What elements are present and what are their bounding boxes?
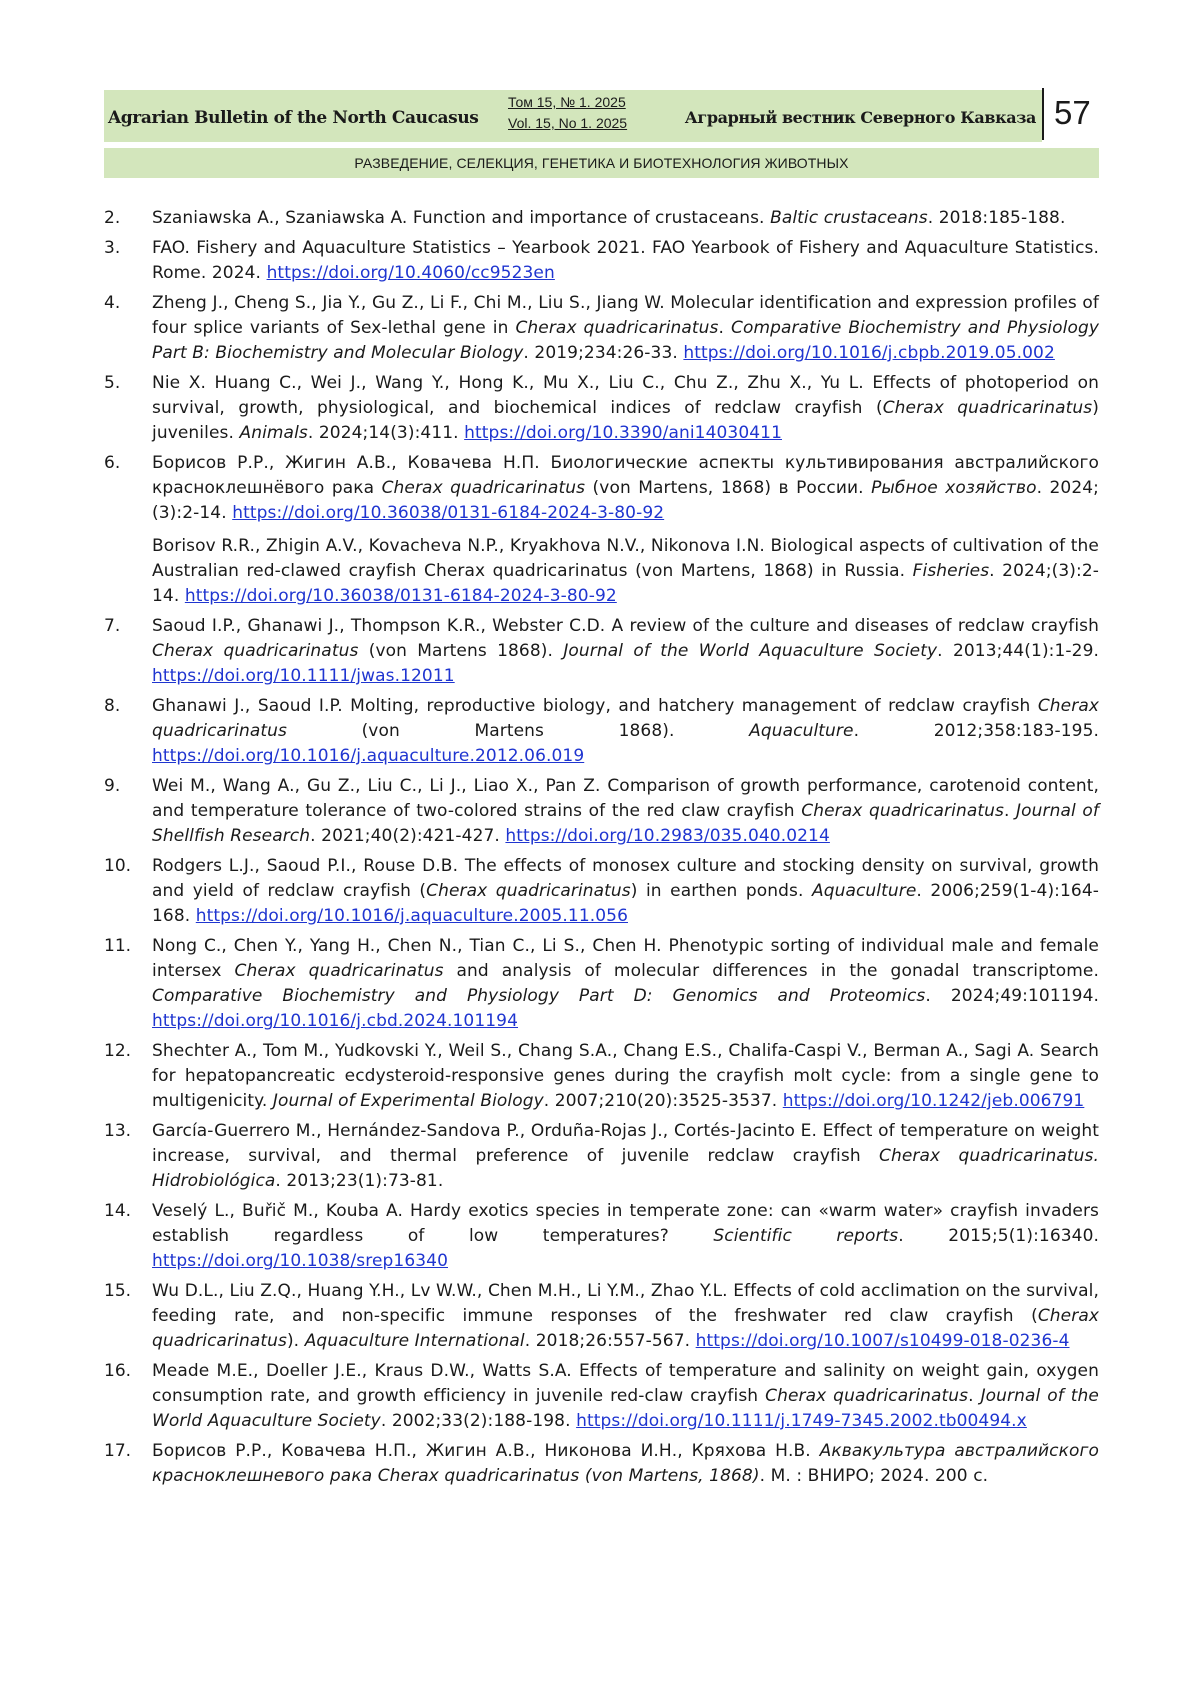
doi-link[interactable]: https://doi.org/10.1016/j.cbd.2024.101194: [152, 1011, 519, 1031]
reference-text: [152, 206, 1099, 231]
reference-segment: García-Guerrero M., Hernández-Sandova P., Orduña-Rojas J., Cortés-Jacinto E. Effect of temperature on weight increase, survival, and thermal preference of juvenile redclaw crayfish: [152, 1121, 1099, 1166]
reference-segment: ) in earthen ponds.: [630, 881, 812, 901]
reference-item: [104, 1119, 1099, 1194]
reference-paragraph: [152, 614, 1099, 689]
reference-segment: . 2024;49:101194.: [925, 986, 1099, 1006]
reference-number: 8.: [104, 696, 121, 716]
reference-segment: . М. : ВНИРО; 2024. 200 с.: [759, 1466, 989, 1486]
reference-segment: .: [1003, 801, 1017, 821]
italic-text: Animals: [239, 423, 308, 443]
reference-paragraph: [152, 1359, 1099, 1434]
doi-link[interactable]: https://doi.org/10.1242/jeb.006791: [782, 1091, 1085, 1111]
reference-text: [152, 1199, 1099, 1274]
reference-text: [152, 694, 1099, 769]
reference-segment: . 2006;259(1-4):164-168.: [152, 881, 1099, 926]
reference-number: 12.: [104, 1041, 132, 1061]
reference-paragraph: [152, 694, 1099, 769]
reference-segment: . 2019;234:26-33.: [523, 343, 684, 363]
reference-paragraph: [152, 1439, 1099, 1489]
reference-segment: . 2024;(3):2-14.: [152, 561, 1100, 606]
reference-segment: . 2018:185-188.: [927, 208, 1066, 228]
italic-text: Journal of the World Aquaculture Society: [152, 1386, 1099, 1431]
page-number: 57: [1054, 94, 1091, 131]
reference-number: 14.: [104, 1201, 132, 1221]
doi-link[interactable]: https://doi.org/10.1016/j.aquaculture.2012.06.019: [152, 746, 585, 766]
reference-item: [104, 614, 1099, 689]
italic-text: Journal of Shellfish Research: [152, 801, 1100, 846]
reference-item: [104, 1359, 1099, 1434]
reference-segment: (von Martens 1868).: [358, 641, 564, 661]
italic-text: Aquaculture International: [304, 1331, 525, 1351]
reference-text: [152, 854, 1099, 929]
reference-segment: Veselý L., Buřič M., Kouba A. Hardy exotics species in temperate zone: can «warm water» crayfish invaders establish regardless of low temperatures?: [152, 1201, 1099, 1246]
reference-segment: Rodgers L.J., Saoud P.I., Rouse D.B. The effects of monosex culture and stocking density on survival, growth and yield of redclaw crayfish (: [152, 856, 1099, 901]
reference-paragraph: [152, 1119, 1099, 1194]
reference-segment: .: [718, 318, 731, 338]
italic-text: Aquaculture: [811, 881, 917, 901]
italic-text: Cherax quadricarinatus: [426, 881, 631, 901]
reference-item: [104, 236, 1099, 286]
reference-text: [152, 291, 1099, 366]
reference-item: [104, 854, 1099, 929]
reference-segment: . 2012;358:183-195.: [853, 721, 1099, 741]
reference-number: 5.: [104, 373, 121, 393]
italic-text: Аквакультура австралийского красноклешневого рака Cherax quadricarinatus (von Martens, 1868): [152, 1441, 1100, 1486]
italic-text: Cherax quadricarinatus: [801, 801, 1004, 821]
reference-item: [104, 774, 1099, 849]
italic-text: Comparative Biochemistry and Physiology Part D: Genomics and Proteomics: [152, 986, 926, 1006]
doi-link[interactable]: https://doi.org/10.1111/j.1749-7345.2002.tb00494.x: [576, 1411, 1027, 1431]
reference-text: [152, 1279, 1099, 1354]
reference-number: 13.: [104, 1121, 132, 1141]
reference-text: [152, 1119, 1099, 1194]
reference-item: [104, 1039, 1099, 1114]
reference-list: [104, 206, 1099, 1494]
reference-segment: . 2015;5(1):16340.: [898, 1226, 1099, 1246]
reference-paragraph: [152, 534, 1099, 609]
volume-ru: Том 15, № 1. 2025: [508, 94, 626, 110]
reference-item: [104, 934, 1099, 1034]
reference-number: 2.: [104, 208, 121, 228]
reference-paragraph: [152, 934, 1099, 1034]
journal-title-ru: Аграрный вестник Северного Кавказа: [684, 108, 1036, 127]
reference-number: 17.: [104, 1441, 132, 1461]
reference-text: [152, 236, 1099, 286]
doi-link[interactable]: https://doi.org/10.1038/srep16340: [152, 1251, 448, 1271]
reference-text: [152, 614, 1099, 689]
doi-link[interactable]: https://doi.org/10.36038/0131-6184-2024-3-80-92: [184, 586, 617, 606]
page-number-divider: [1042, 88, 1044, 140]
reference-segment: Meade M.E., Doeller J.E., Kraus D.W., Watts S.A. Effects of temperature and salinity on weight gain, oxygen consumption rate, and growth efficiency in juvenile red-claw crayfish: [152, 1361, 1099, 1406]
reference-paragraph: [152, 236, 1099, 286]
reference-segment: (von Martens, 1868) в России.: [585, 478, 872, 498]
reference-segment: Nie X. Huang C., Wei J., Wang Y., Hong K., Mu X., Liu C., Chu Z., Zhu X., Yu L. Effects of photoperiod on survival, growth, physiological, and biochemical indices of redclaw crayfish (: [152, 373, 1099, 418]
doi-link[interactable]: https://doi.org/10.2983/035.040.0214: [505, 826, 830, 846]
reference-segment: Wu D.L., Liu Z.Q., Huang Y.H., Lv W.W., Chen M.H., Li Y.M., Zhao Y.L. Effects of cold acclimation on the survival, feeding rate, and non-specific immune responses of the freshwater red claw crayfish (: [152, 1281, 1099, 1326]
reference-text: [152, 1039, 1099, 1114]
italic-text: Cherax quadricarinatus: [234, 961, 444, 981]
reference-number: 3.: [104, 238, 121, 258]
reference-paragraph: [152, 774, 1099, 849]
reference-item: [104, 291, 1099, 366]
reference-segment: ).: [286, 1331, 305, 1351]
section-title: РАЗВЕДЕНИЕ, СЕЛЕКЦИЯ, ГЕНЕТИКА И БИОТЕХНОЛОГИЯ ЖИВОТНЫХ: [104, 148, 1099, 178]
italic-text: Cherax quadricarinatus: [882, 398, 1093, 418]
italic-text: Scientific reports: [713, 1226, 899, 1246]
doi-link[interactable]: https://doi.org/10.36038/0131-6184-2024-3-80-92: [232, 503, 665, 523]
reference-segment: FAO. Fishery and Aquaculture Statistics – Yearbook 2021. FAO Yearbook of Fishery and Aquaculture Statistics. Rome. 2024.: [152, 238, 1099, 283]
doi-link[interactable]: https://doi.org/10.3390/ani14030411: [464, 423, 782, 443]
reference-item: [104, 371, 1099, 446]
reference-segment: . 2018;26:557-567.: [524, 1331, 696, 1351]
reference-item: [104, 1279, 1099, 1354]
reference-segment: . 2021;40(2):421-427.: [310, 826, 506, 846]
reference-item: [104, 451, 1099, 609]
reference-text: [152, 1359, 1099, 1434]
reference-segment: Borisov R.R., Zhigin A.V., Kovacheva N.P., Kryakhova N.V., Nikonova I.N. Biological aspects of cultivation of the Australian red-clawed crayfish Cherax quadricarinatus (von Martens, 1868) in Russia.: [152, 536, 1099, 581]
reference-segment: . 2024;14(3):411.: [307, 423, 465, 443]
reference-paragraph: [152, 371, 1099, 446]
reference-segment: . 2024;(3):2-14.: [152, 478, 1100, 523]
italic-text: Cherax quadricarinatus: [381, 478, 586, 498]
italic-text: Cherax quadricarinatus. Hidrobiológica: [152, 1146, 1099, 1191]
volume-en: Vol. 15, No 1. 2025: [508, 115, 628, 131]
italic-text: Cherax quadricarinatus: [515, 318, 719, 338]
reference-segment: Zheng J., Cheng S., Jia Y., Gu Z., Li F., Chi M., Liu S., Jiang W. Molecular identification and expression profiles of four splice variants of Sex-lethal gene in: [152, 293, 1099, 338]
journal-title-en: Agrarian Bulletin of the North Caucasus: [108, 108, 479, 128]
reference-paragraph: [152, 1039, 1099, 1114]
italic-text: Comparative Biochemistry and Physiology Part B: Biochemistry and Molecular Biology: [152, 318, 1099, 363]
doi-link[interactable]: https://doi.org/10.1111/jwas.12011: [152, 666, 455, 686]
reference-paragraph: [152, 1199, 1099, 1274]
doi-link[interactable]: https://doi.org/10.1016/j.cbpb.2019.05.002: [683, 343, 1055, 363]
reference-item: [104, 206, 1099, 231]
reference-number: 9.: [104, 776, 121, 796]
reference-segment: Szaniawska A., Szaniawska A. Function and importance of crustaceans.: [152, 208, 771, 228]
volume-info: [508, 92, 640, 134]
reference-paragraph: [152, 451, 1099, 526]
italic-text: Cherax quadricarinatus: [765, 1386, 969, 1406]
reference-paragraph: [152, 291, 1099, 366]
reference-item: [104, 1439, 1099, 1489]
reference-segment: Nong C., Chen Y., Yang H., Chen N., Tian C., Li S., Chen H. Phenotypic sorting of individual male and female intersex: [152, 936, 1099, 981]
reference-segment: . 2013;44(1):1-29.: [937, 641, 1099, 661]
reference-segment: Saoud I.P., Ghanawi J., Thompson K.R., Webster C.D. A review of the culture and diseases of redclaw crayfish: [152, 616, 1099, 636]
italic-text: Cherax quadricarinatus: [152, 1306, 1099, 1351]
reference-paragraph: [152, 854, 1099, 929]
italic-text: Рыбное хозяйство: [871, 478, 1037, 498]
reference-text: [152, 1439, 1099, 1489]
italic-text: Journal of the World Aquaculture Society: [563, 641, 938, 661]
italic-text: Cherax quadricarinatus: [152, 696, 1099, 741]
doi-link[interactable]: https://doi.org/10.1007/s10499-018-0236-4: [695, 1331, 1070, 1351]
italic-text: Journal of Experimental Biology: [272, 1091, 544, 1111]
reference-text: [152, 451, 1099, 609]
reference-number: 4.: [104, 293, 121, 313]
reference-segment: . 2007;210(20):3525-3537.: [543, 1091, 783, 1111]
reference-segment: Борисов Р.Р., Жигин А.В., Ковачева Н.П. Биологические аспекты культивирования австралийского красноклешнёвого рака: [152, 453, 1099, 498]
reference-text: [152, 774, 1099, 849]
italic-text: Cherax quadricarinatus: [152, 641, 359, 661]
reference-item: [104, 1199, 1099, 1274]
reference-paragraph: [152, 206, 1099, 231]
reference-segment: .: [968, 1386, 981, 1406]
reference-number: 6.: [104, 453, 121, 473]
doi-link[interactable]: https://doi.org/10.1016/j.aquaculture.2005.11.056: [195, 906, 628, 926]
italic-text: Aquaculture: [749, 721, 854, 741]
italic-text: Baltic crustaceans: [770, 208, 928, 228]
reference-number: 15.: [104, 1281, 132, 1301]
reference-text: [152, 934, 1099, 1034]
reference-segment: . 2002;33(2):188-198.: [380, 1411, 577, 1431]
reference-segment: ) juveniles.: [152, 398, 1099, 443]
reference-number: 11.: [104, 936, 132, 956]
reference-number: 7.: [104, 616, 121, 636]
doi-link[interactable]: https://doi.org/10.4060/cc9523en: [266, 263, 555, 283]
reference-segment: Ghanawi J., Saoud I.P. Molting, reproductive biology, and hatchery management of redclaw crayfish: [152, 696, 1038, 716]
reference-number: 10.: [104, 856, 132, 876]
reference-segment: Борисов Р.Р., Ковачева Н.П., Жигин А.В., Никонова И.Н., Кряхова Н.В.: [152, 1441, 820, 1461]
reference-segment: (von Martens 1868).: [286, 721, 750, 741]
reference-segment: . 2013;23(1):73-81.: [275, 1171, 444, 1191]
reference-item: [104, 694, 1099, 769]
italic-text: Fisheries: [912, 561, 990, 581]
reference-number: 16.: [104, 1361, 132, 1381]
reference-text: [152, 371, 1099, 446]
reference-segment: and analysis of molecular differences in the gonadal transcriptome.: [443, 961, 1099, 981]
reference-paragraph: [152, 1279, 1099, 1354]
reference-segment: Shechter A., Tom M., Yudkovski Y., Weil S., Chang S.A., Chang E.S., Chalifa-Caspi V., Berman A., Sagi A. Search for hepatopancreatic ecdysteroid-responsive genes during the crayfish molt cycle: from a single gene to multigenicity.: [152, 1041, 1099, 1111]
reference-segment: Wei M., Wang A., Gu Z., Liu C., Li J., Liao X., Pan Z. Comparison of growth performance, carotenoid content, and temperature tolerance of two-colored strains of the red claw crayfish: [152, 776, 1099, 821]
